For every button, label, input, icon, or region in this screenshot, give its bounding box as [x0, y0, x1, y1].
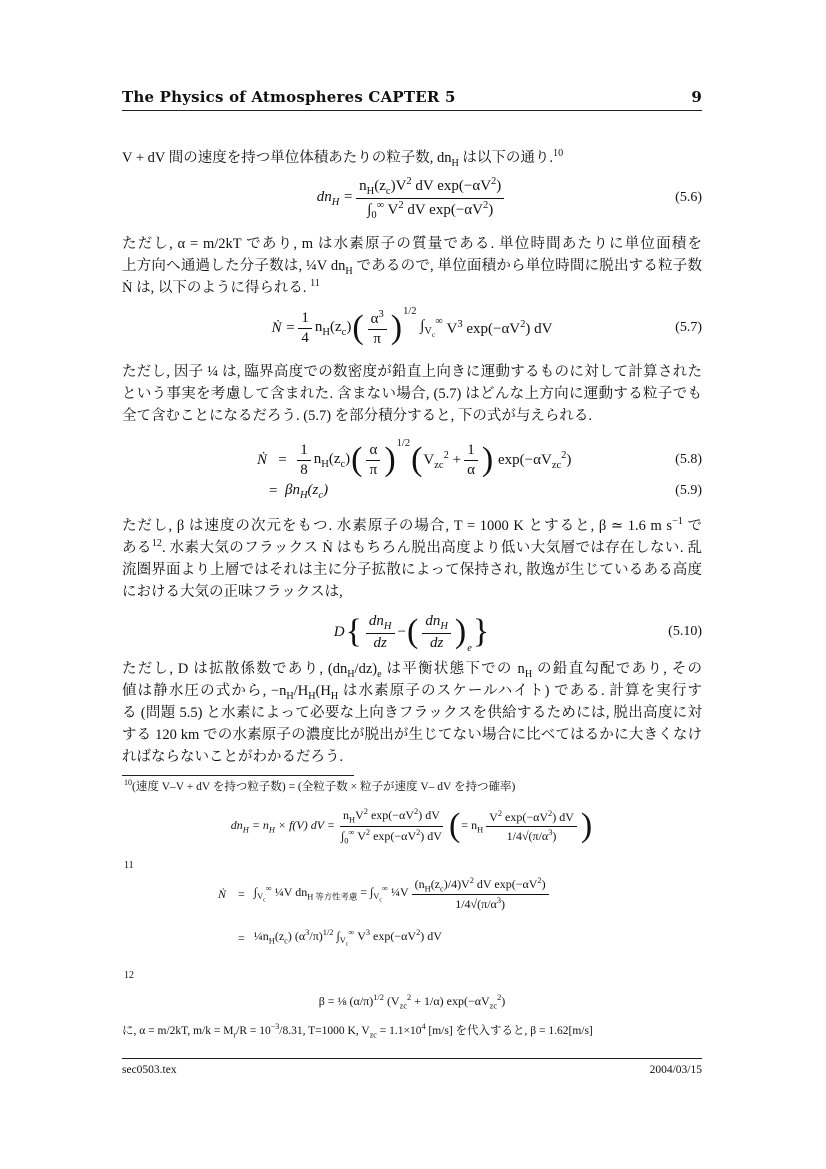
eq-lhs: Ṅ [218, 886, 227, 901]
numerator: $V^2$ $\exp(-\alpha V^2)$ dV [486, 809, 577, 827]
paragraph-line: ただし, 因子 ¼ は, 臨界高度での数密度が鉛直上向きに運動するものに対して計算された [122, 364, 702, 380]
denominator: $1/4√(\pi/\alpha^3)$ [455, 896, 506, 912]
paragraph-line: 全て含むことになるだろう. (5.7) を部分積分すると, 下の式が与えられる. [122, 408, 593, 424]
header-rule [122, 110, 702, 111]
equation-number: (5.10) [668, 624, 702, 639]
eq-lhs: Ṅ [257, 451, 268, 468]
numerator: $n_HV^2$ $\exp(-\alpha V^2)$ dV [340, 807, 443, 826]
footnote-11-mark: 11 [124, 860, 134, 871]
eq-term: $\beta n_H(z_c)$ [284, 481, 329, 501]
equals: = [238, 886, 245, 901]
paragraph-line: Ṅ は, 以下のように得られる. $^{11}$ [122, 278, 320, 296]
footnote-12-equation [122, 990, 702, 1014]
denominator: 4 [301, 329, 309, 346]
exponent: 1/2 [396, 438, 411, 449]
equation-5-7: Ṅ = $\frac{1}{4}$ $n_H(z_c)$ ( $\frac{\alpha^3}{\pi}$ ) $^{1/2}$ $\int_{V_c}^\infty$ $V^3$ $\exp(-\alpha V^2)$ dV (5.7) [271, 306, 702, 347]
footnote-12-text: に, α = m/2kT, $m/k = M_r/R = 10^{-3}/8.31$, T=1000 K, $V_{zc} = 1.1\times 10^4$ [m/s] を代入すると, β = 1.62[m/s] [122, 1022, 593, 1040]
numerator: $dn_H$ [422, 613, 451, 634]
denominator: $\int_0^\infty$ $V^2$ dV $\exp(-\alpha V^2)$ [367, 199, 494, 221]
eq-term: $V_{zc}^2$ + [423, 449, 462, 471]
running-header [122, 88, 702, 106]
paragraph-line: という事実を考慮して含まれた. 含まない場合, (5.7) はどんな上方向に運動する粒子でも [122, 386, 702, 402]
equation-5-9 [122, 480, 702, 502]
eq-term: β = ⅛ $(\alpha/\pi)^{1/2}$ $(V_{zc}^2 + 1/\alpha)$ $\exp(-\alpha V_{zc}^2)$ [318, 993, 506, 1011]
subscript: e [467, 643, 472, 654]
eq-term: = $n_H$ [461, 817, 484, 835]
eq-lhs: $dn_H = n_H \times f(V)$ dV = [230, 817, 335, 835]
numerator: $(n_H(z_c)/4)V^2$ dV $\exp(-\alpha V^2)$ [412, 876, 549, 895]
denominator: π [373, 330, 381, 347]
equals: = [278, 451, 287, 468]
equation-5-6 [122, 176, 702, 220]
eq-lhs: $dn_H$ = [316, 188, 354, 208]
numerator: $\alpha^3$ [368, 309, 387, 330]
equals: = [238, 930, 245, 945]
paragraph-line: る (問題 5.5) と水素によって必要な上向きフラックスを供給するためには, 脱出高度に対 [122, 705, 702, 721]
footnote-12-mark: 12 [124, 970, 134, 981]
eq-term: $\frac{1}{4}n_H(z_c)$ $(\alpha^3/\pi)^{1/2}$ $\int_{V_c}^\infty$ $V^3$ $\exp(-\alpha V^2)$ dV [253, 927, 442, 949]
paragraph-line: ただし, β は速度の次元をもつ. 水素原子の場合, T = 1000 K とすると, β ≃ 1.6 m $s^{-1}$ で [122, 516, 703, 534]
eq-lhs: Ṅ = [271, 319, 296, 336]
denominator: dz [429, 634, 444, 651]
numerator: $dn_H$ [366, 613, 395, 634]
footnote-10-equation: $dn_H = n_H \times f(V)$ dV = $\frac{n_HV^2 \exp(-\alpha V^2) dV}{\int_0^\infty V^2 \exp(-\alpha V^2) dV}$ ( = $n_H$ $\frac{V^2 \exp(-\alpha V^2) dV}{1/4√(\pi/\alpha^3)}$ ) [230, 807, 593, 845]
paragraph-line: 上方向へ通過した分子数は, ¼V $dn_H$ であるので, 単位面積から単位時間に脱出する粒子数 [122, 258, 702, 277]
eq-term: $n_H(z_c)$ [313, 450, 351, 470]
denominator: α [467, 461, 475, 478]
header-title: The Physics of Atmospheres CAPTER 5 [122, 88, 456, 106]
numerator: 1 [297, 442, 311, 461]
equation-number: (5.9) [675, 483, 702, 498]
numerator: α [366, 442, 380, 461]
denominator: 8 [300, 461, 308, 478]
eq-term: $V^3$ $\exp(-\alpha V^2)$ dV [446, 318, 553, 337]
equation-number: (5.6) [675, 190, 702, 205]
paragraph-line: ればならないことがわかるだろう. [122, 749, 344, 765]
numerator: 1 [464, 442, 478, 461]
paragraph-line: 流圏界面より上層ではそれは主に分子拡散によって保持され, 散逸が生じているある高度 [122, 562, 702, 578]
paragraph-line: する 120 km での水素原子の濃度比が脱出が生じてない場合に比べてはるかに大きくなけ [122, 727, 702, 743]
footer-date: 2004/03/15 [649, 1064, 702, 1076]
eq-term: $n_H(z_c)$ [314, 318, 352, 338]
paragraph-line: ただし, D は拡散係数であり, $(dn_H/dz)_e$ は平衡状態下での $n_H$ の鉛直勾配であり, その [122, 661, 702, 680]
footnote-11-equation-line1 [122, 874, 702, 914]
numerator: $n_H(z_c)V^2$ dV $\exp(-\alpha V^2)$ [356, 176, 504, 199]
footnote-10-text: $^{10}$(速度 V–V + dV を持つ粒子数) = (全粒子数 × 粒子が速度 V– dV を持つ確率) [124, 778, 516, 793]
page-number: 9 [691, 88, 702, 106]
paragraph-line: V + dV 間の速度を持つ単位体積あたりの粒子数, $dn_H$ は以下の通り.$^{10}$ [122, 148, 564, 169]
denominator: $1/4√(\pi/\alpha^3)$ [506, 827, 557, 843]
paragraph-line: における大気の正味フラックスは, [122, 584, 343, 600]
paragraph-line: ただし, α = m/2kT であり, m は水素原子の質量である. 単位時間あたりに単位面積を [122, 236, 702, 252]
equation-number: (5.8) [675, 452, 702, 467]
numerator: 1 [298, 310, 312, 329]
footer-filename: sec0503.tex [122, 1064, 177, 1076]
eq-term: $\exp(-\alpha V_{zc}^2)$ [498, 449, 572, 471]
paragraph-line: 値は静水圧の式から, $-n_H/H_H(H_H$ は水素原子のスケールハイト) である. 計算を実行す [122, 683, 702, 702]
equation-5-10: D { $\frac{dn_H}{dz}$ − ( $\frac{dn_H}{dz}$ ) $_e$ } (5.10) [333, 612, 702, 654]
minus: − [397, 623, 406, 640]
exponent: 1/2 [403, 306, 417, 317]
footnote-11-equation-line2 [122, 926, 702, 950]
eq-term: $\int_{V_c}^\infty$ ¼V $dn_{H 等方性考慮} = \int_{V_c}^\infty$ ¼V [253, 883, 409, 905]
denominator: π [369, 461, 378, 478]
eq-lhs: D [333, 623, 345, 640]
integral: $\int_{V_c}^\infty$ [420, 316, 443, 340]
equation-5-8: Ṅ = $\frac{1}{8}$ $n_H(z_c)$ ( $\frac{\alpha}{\pi}$ ) $^{1/2}$ ( $V_{zc}^2$ + $\frac{1}{\alpha}$ ) $\exp(-\alpha V_{zc}^2)$ (5.8) [257, 438, 702, 478]
equation-number: (5.7) [675, 320, 702, 335]
denominator: dz [373, 634, 387, 651]
footnote-rule [122, 775, 354, 776]
equals: = [269, 482, 278, 499]
footer-rule [122, 1058, 702, 1059]
paragraph-line: ある$^{12}$. 水素大気のフラックス Ṅ はもちろん脱出高度より低い大気層では存在しない. 乱 [122, 538, 702, 556]
denominator: $\int_0^\infty$ $V^2$ $\exp(-\alpha V^2)$ dV [340, 827, 442, 845]
